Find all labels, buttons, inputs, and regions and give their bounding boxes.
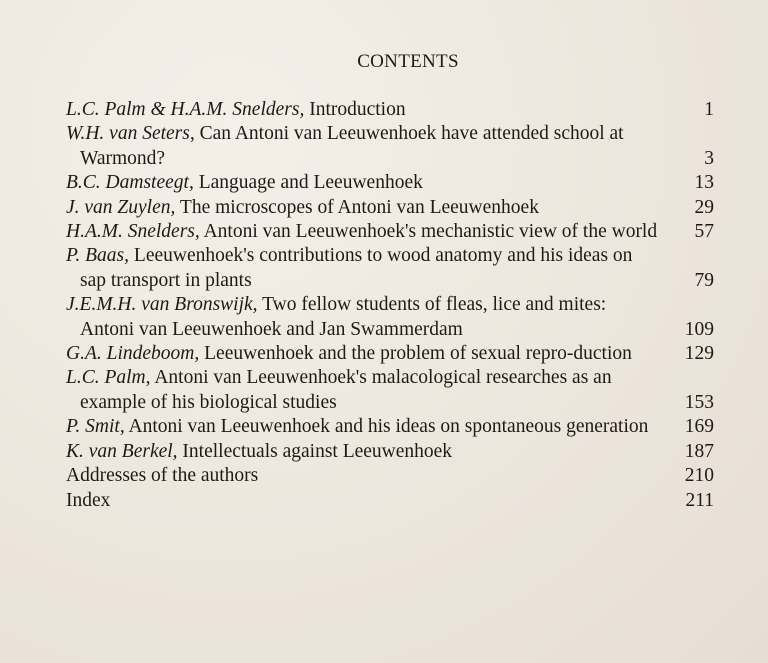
entry-title: Index [66, 489, 111, 511]
toc-entry [66, 171, 716, 195]
entry-page: 79 [694, 269, 714, 291]
entry-author: J.E.M.H. van Bronswijk, [66, 294, 258, 316]
entry-title: Introduction [309, 99, 406, 120]
toc-entry [66, 415, 716, 439]
entry-title: Antoni van Leeuwenhoek and his ideas on spontaneous generation [128, 416, 649, 438]
entry-page: 169 [684, 416, 714, 438]
entry-title: Can Antoni van Leeuwenhoek have attended school at Warmond? [80, 123, 624, 169]
entry-page: 153 [684, 391, 714, 413]
entry-page: 13 [694, 172, 714, 194]
entry-author: H.A.M. Snelders, [66, 221, 200, 243]
toc-entry [66, 220, 716, 244]
toc-entry [66, 489, 716, 513]
entry-author: L.C. Palm & H.A.M. Snelders, [66, 99, 305, 120]
entry-author: W.H. van Seters, [66, 123, 195, 145]
entry-page: 211 [685, 489, 714, 511]
entry-title: Leeuwenhoek and the problem of sexual repro-duction [204, 343, 632, 365]
entry-page: 109 [684, 318, 714, 340]
toc-entry [66, 366, 716, 415]
entry-page: 29 [694, 196, 714, 218]
toc-list [66, 98, 716, 513]
entry-page: 129 [684, 343, 714, 365]
entry-author: P. Baas, [66, 245, 130, 267]
entry-title: Addresses of the authors [66, 465, 259, 487]
entry-author: G.A. Lindeboom, [66, 343, 200, 365]
entry-author: L.C. Palm, [66, 367, 151, 389]
entry-title: Intellectuals against Leeuwenhoek [182, 440, 453, 462]
entry-page: 3 [704, 147, 714, 169]
entry-title: Leeuwenhoek's contributions to wood anatomy and his ideas on sap transport in plants [80, 245, 633, 291]
entry-title: The microscopes of Antoni van Leeuwenhoek [179, 196, 539, 218]
entry-page: 1 [704, 99, 714, 120]
entry-title: Two fellow students of fleas, lice and mites: Antoni van Leeuwenhoek and Jan Swammerdam [80, 294, 607, 340]
entry-author: J. van Zuylen, [66, 196, 176, 218]
toc-entry [66, 196, 716, 220]
entry-title: Antoni van Leeuwenhoek's mechanistic view of the world [203, 221, 658, 243]
entry-title: Language and Leeuwenhoek [198, 172, 423, 194]
toc-entry [66, 244, 716, 293]
toc-entry [66, 464, 716, 488]
toc-entry [66, 440, 716, 464]
entry-title: Antoni van Leeuwenhoek's malacological researches as an example of his biological studies [80, 367, 612, 413]
entry-page: 187 [684, 440, 714, 462]
toc-entry [66, 98, 716, 122]
entry-page: 57 [694, 221, 714, 243]
toc-entry [66, 342, 716, 366]
entry-author: K. van Berkel, [66, 440, 178, 462]
entry-author: B.C. Damsteegt, [66, 172, 194, 194]
toc-entry [66, 122, 716, 171]
toc-entry [66, 293, 716, 342]
entry-author: P. Smit, [66, 416, 125, 438]
page-title: CONTENTS [357, 51, 459, 72]
entry-page: 210 [684, 465, 714, 487]
contents-page [66, 50, 716, 513]
